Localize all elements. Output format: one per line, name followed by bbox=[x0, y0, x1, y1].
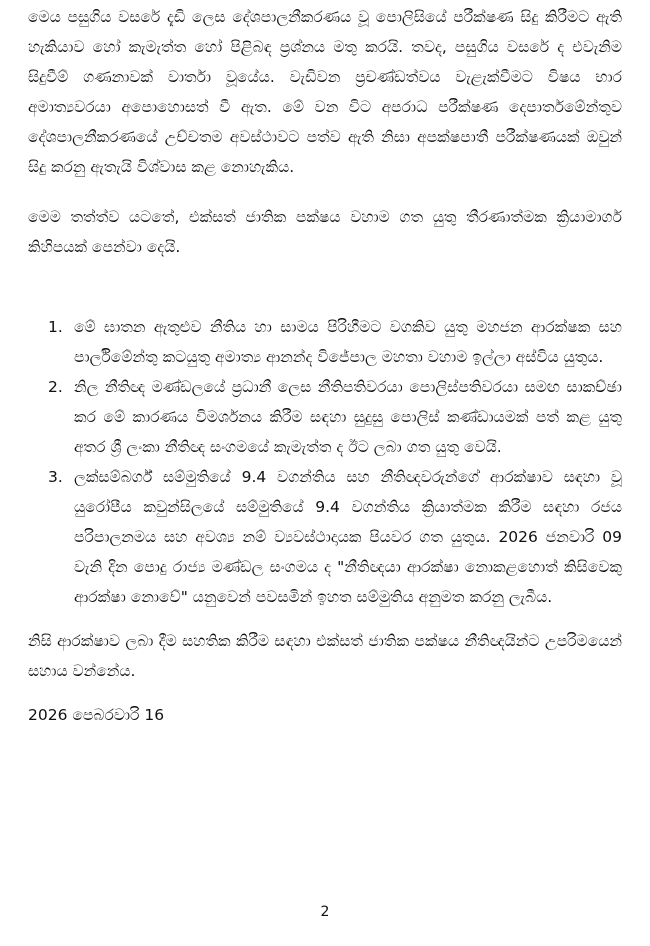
list-item bbox=[28, 312, 622, 372]
list-number: 1. bbox=[48, 318, 63, 336]
document-body bbox=[28, 0, 622, 730]
list-item-text: නිල නීතිඥ මණ්ඩලයේ ප්‍රධානී ලෙස නීතිපතිවරයා පොලිස්පතිවරයා සමඟ සාකච්ඡා කර මේ කාරණය විමර්ශනය කිරීම සඳහා සුදුසු පොලිස් කණ්ඩායමක් පත් කළ යුතු අතර ශ්‍රී ලංකා නීතිඥ සංගමයේ කැමැත්ත ද ඊට ලබා ගත යුතු වෙයි. bbox=[74, 378, 622, 456]
list-number: 3. bbox=[48, 468, 63, 486]
intro-paragraph: මෙය පසුගිය වසරේ දැඩි ලෙස දේශපාලනීකරණය වූ පොලිසියේ පරීක්ෂණ සිදු කිරීමට ඇති හැකියාව හෝ කැමැත්ත හෝ පිළිබඳ ප්‍රශ්නය මතු කරයි. තවද, පසුගිය වසරේ ද එවැනිම සිදුවීම් ගණනාවක් වාර්තා වූයේය. වැඩිවන ප්‍රචණ්ඩත්වය වැළැක්වීමට විෂය භාර අමාත්‍යවරයා අපොහොසත් වී ඇත. මේ වන විට අපරාධ පරීක්ෂණ දෙපාර්තමේන්තුව දේශපාලනීකරණයේ උච්චතම අවස්ථාවට පත්ව ඇති නිසා අපක්ෂපාතී පරීක්ෂණයක් ඔවුන් සිදු කරනු ඇතැයි විශ්වාස කළ නොහැකිය. bbox=[28, 8, 622, 176]
document-date: 2026 පෙබරවාරි 16 bbox=[28, 706, 165, 724]
list-item-text: මේ ඝාතන ඇතුළුව නීතිය හා සාමය පිරිහීමට වගකිව යුතු මහජන ආරක්ෂක සහ පාර්ලිමේන්තු කටයුතු අමාත්‍ය ආනන්ද විජේපාල මහතා වහාම ඉල්ලා අස්විය යුතුය. bbox=[74, 318, 622, 366]
list-item bbox=[28, 462, 622, 612]
list-item-text: ලක්සම්බර්ග් සම්මුතියේ 9.4 වගන්තිය සහ නීතිඥවරුන්ගේ ආරක්ෂාව සඳහා වූ යුරෝපීය කවුන්සිලයේ සම්මුතියේ 9.4 වගන්තිය ක්‍රියාත්මක කිරීම සඳහා රජය පරිපාලනමය සහ අවශ්‍ය නම් ව්‍යවස්ථාදායක පියවර ගත යුතුය. 2026 ජනවාරි 09 වැනි දින පොදු රාජ්‍ය මණ්ඩල සංගමය ද "නීතිඥයා ආරක්ෂා නොකළහොත් කිසිවෙකු ආරක්ෂා නොවේ" යනුවෙන් පවසමින් ඉහත සම්මුතිය අනුමත කරනු ලැබීය. bbox=[74, 468, 622, 606]
page-number: 2 bbox=[320, 904, 330, 920]
closing-paragraph: නිසි ආරක්ෂාව ලබා දීම සහතික කිරීම සඳහා එක්සත් ජාතික පක්ෂය නීතිඥයින්ට උපරිමයෙන් සහාය වන්නේය. bbox=[28, 632, 622, 680]
list-number: 2. bbox=[48, 378, 63, 396]
list-item bbox=[28, 372, 622, 462]
action-list bbox=[28, 312, 622, 612]
lead-in-paragraph: මෙම තත්ත්ව යටතේ, එක්සත් ජාතික පක්ෂය වහාම ගත යුතු තීරණාත්මක ක්‍රියාමාර්ග කිහිපයක් පෙන්වා දෙයි. bbox=[28, 208, 622, 256]
